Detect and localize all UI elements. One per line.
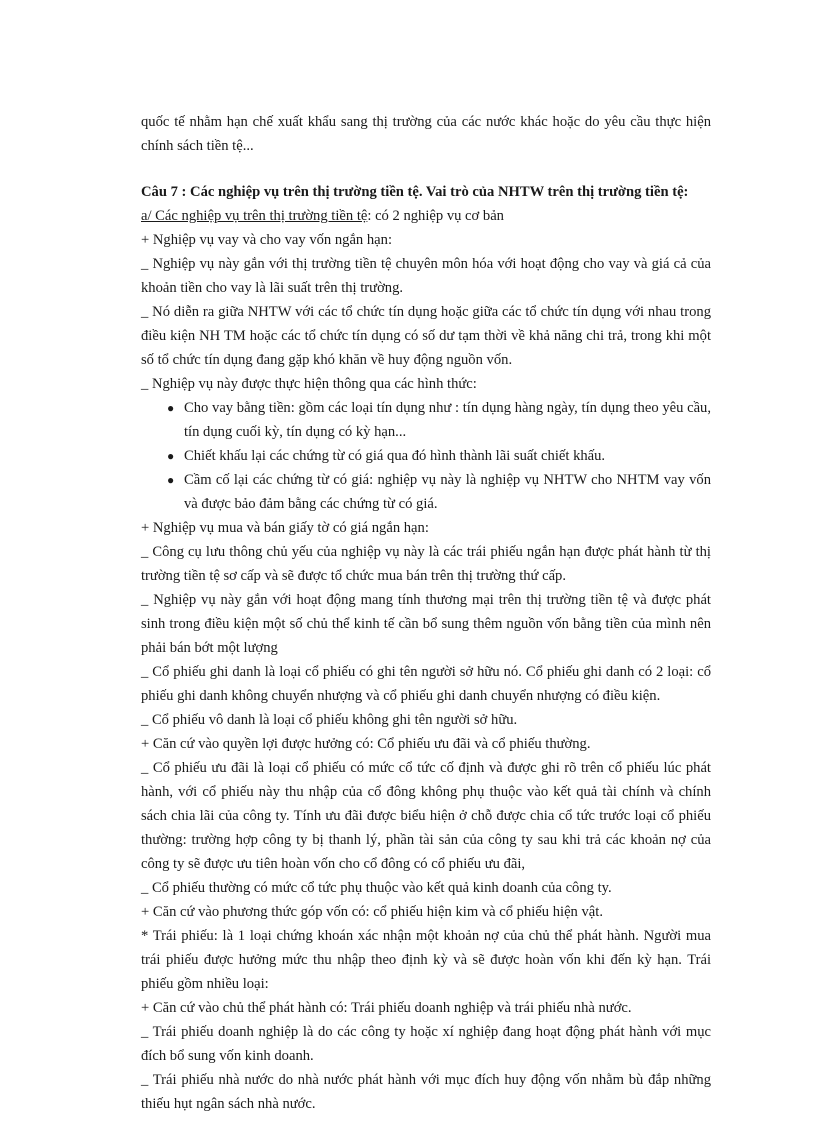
bullet-icon: ● [167, 449, 175, 463]
bullet-item [141, 396, 711, 444]
paragraph: _ Nó diễn ra giữa NHTW với các tổ chức tín dụng hoặc giữa các tổ chức tín dụng với nhau trong điều kiện NH TM hoặc các tổ chức tín dụng có số dư tạm thời về khả năng chi trả, trong khi một số tổ chức tín dụng đang gặp khó khăn về huy động nguồn vốn. [141, 304, 711, 368]
paragraph: * Trái phiếu: là 1 loại chứng khoán xác nhận một khoản nợ của chủ thể phát hành. Người mua trái phiếu được hưởng mức thu nhập theo định kỳ và sẽ được hoàn vốn khi đến kỳ hạn. Trái phiếu gồm nhiều loại: [141, 928, 711, 992]
paragraph: _ Cổ phiếu ghi danh là loại cổ phiếu có ghi tên người sở hữu nó. Cổ phiếu ghi danh có 2 loại: cổ phiếu ghi danh không chuyển nhượng và cổ phiếu ghi danh chuyển nhượng có điều kiện. [141, 664, 711, 704]
sub-heading [141, 204, 711, 228]
paragraph: + Căn cứ vào phương thức góp vốn có: cổ phiếu hiện kim và cổ phiếu hiện vật. [141, 904, 603, 920]
bullet-text: Cầm cố lại các chứng từ có giá: nghiệp vụ này là nghiệp vụ NHTW cho NHTM vay vốn và được bảo đảm bằng các chứng từ có giá. [184, 472, 711, 512]
paragraph: + Nghiệp vụ vay và cho vay vốn ngắn hạn: [141, 232, 392, 248]
document-page [141, 110, 711, 1116]
bullet-icon: ● [167, 401, 175, 415]
paragraph: _ Cổ phiếu thường có mức cổ tức phụ thuộc vào kết quả kinh doanh của công ty. [141, 880, 612, 896]
paragraph: _ Nghiệp vụ này gắn với thị trường tiền tệ chuyên môn hóa với hoạt động cho vay và giá cả của khoản tiền cho vay là lãi suất trên thị trường. [141, 256, 711, 296]
bullet-icon: ● [167, 473, 175, 487]
intro-paragraph: quốc tế nhằm hạn chế xuất khẩu sang thị trường của các nước khác hoặc do yêu cầu thực hiện chính sách tiền tệ... [141, 114, 711, 154]
paragraph: _ Cổ phiếu ưu đãi là loại cổ phiếu có mức cổ tức cố định và được ghi rõ trên cổ phiếu lúc phát hành, với cổ phiếu này thu nhập của cổ đông không phụ thuộc vào kết quả tài chính và chính sách chia lãi của công ty. Tính ưu đãi được biểu hiện ở chỗ được chia cổ tức trước loại cổ phiếu thường: trường hợp công ty bị thanh lý, phần tài sản của công ty sau khi trả các khoản nợ của công ty sẽ được ưu tiên hoàn vốn cho cổ đông có cổ phiếu ưu đãi, [141, 760, 711, 872]
paragraph: + Căn cứ vào chủ thể phát hành có: Trái phiếu doanh nghiệp và trái phiếu nhà nước. [141, 1000, 632, 1016]
paragraph: _ Công cụ lưu thông chủ yếu của nghiệp vụ này là các trái phiếu ngắn hạn được phát hành từ thị trường tiền tệ sơ cấp và sẽ được tổ chức mua bán trên thị trường thứ cấp. [141, 544, 711, 584]
bullet-text: Chiết khấu lại các chứng từ có giá qua đó hình thành lãi suất chiết khấu. [184, 448, 606, 464]
paragraph: _ Cổ phiếu vô danh là loại cổ phiếu không ghi tên người sở hữu. [141, 712, 518, 728]
paragraph: + Nghiệp vụ mua và bán giấy tờ có giá ngắn hạn: [141, 520, 429, 536]
paragraph: _ Nghiệp vụ này được thực hiện thông qua các hình thức: [141, 376, 477, 392]
sub-heading-label: a/ Các nghiệp vụ trên thị trường tiền tệ [141, 208, 368, 224]
bullet-item [141, 444, 711, 468]
paragraph: _ Trái phiếu doanh nghiệp là do các công ty hoặc xí nghiệp đang hoạt động phát hành với mục đích bổ sung vốn kinh doanh. [141, 1024, 711, 1064]
bullet-item [141, 468, 711, 516]
bullet-text: Cho vay bằng tiền: gồm các loại tín dụng như : tín dụng hàng ngày, tín dụng theo yêu cầu, tín dụng cuối kỳ, tín dụng có kỳ hạn... [184, 400, 711, 440]
bullet-list [141, 396, 711, 516]
paragraph: _ Trái phiếu nhà nước do nhà nước phát hành với mục đích huy động vốn nhằm bù đắp những thiếu hụt ngân sách nhà nước. [141, 1072, 711, 1112]
sub-heading-rest: : có 2 nghiệp vụ cơ bản [367, 208, 504, 224]
spacer [141, 158, 711, 180]
paragraph: + Căn cứ vào quyền lợi được hưởng có: Cổ phiếu ưu đãi và cổ phiếu thường. [141, 736, 591, 752]
paragraph: _ Nghiệp vụ này gắn với hoạt động mang tính thương mại trên thị trường tiền tệ và được phát sinh trong điều kiện một số chủ thể kinh tế cần bổ sung thêm nguồn vốn bằng tiền của mình nên phải bán bớt một lượng [141, 592, 711, 656]
section-heading: Câu 7 : Các nghiệp vụ trên thị trường tiền tệ. Vai trò của NHTW trên thị trường tiền tệ: [141, 184, 689, 200]
